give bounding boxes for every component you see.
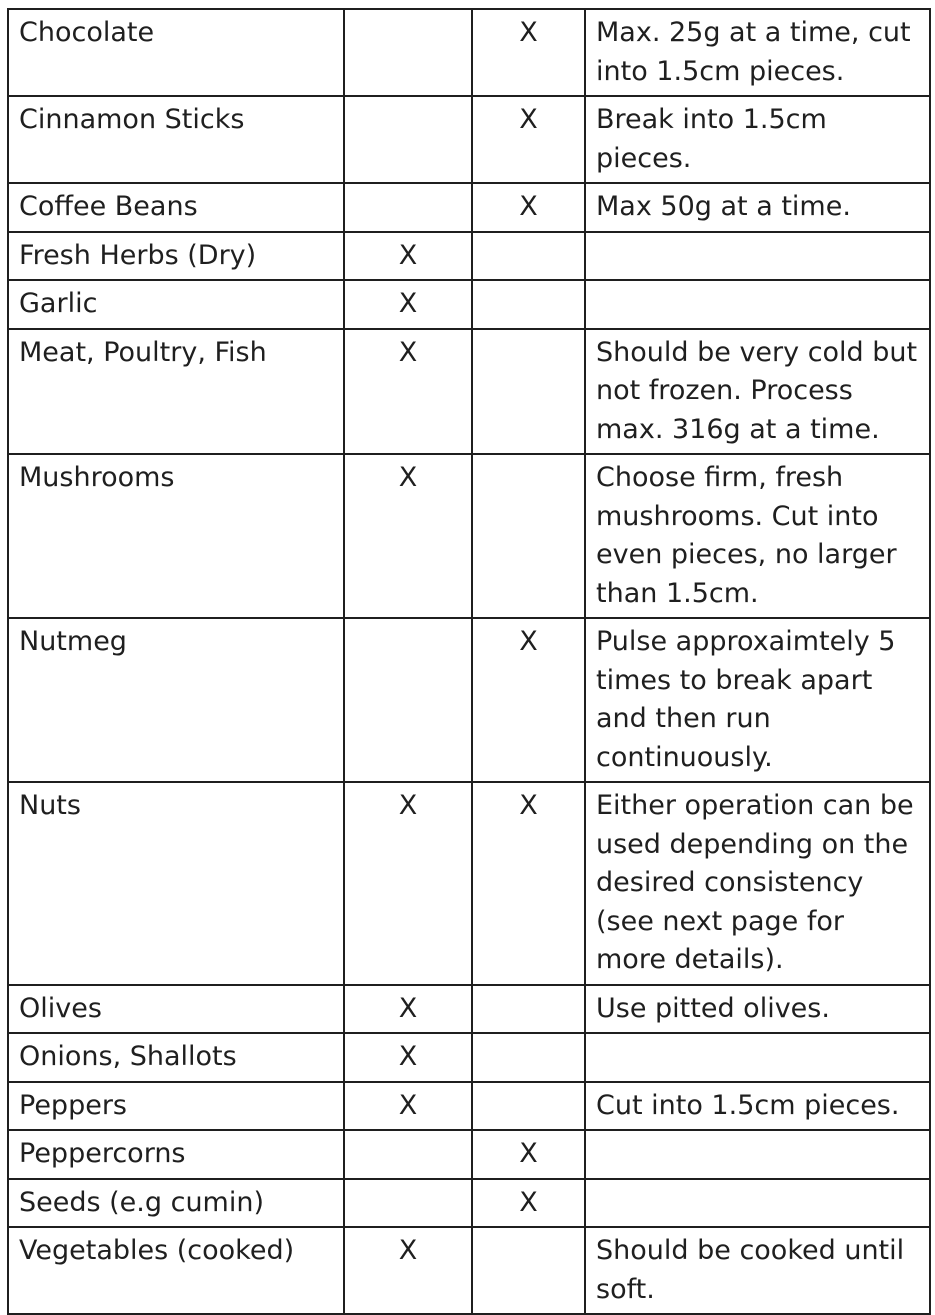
operation-2-mark-cell	[472, 985, 585, 1034]
operation-1-mark-cell: X	[344, 985, 472, 1034]
ingredient-name-cell: Peppercorns	[8, 1130, 344, 1179]
operation-1-mark-cell	[344, 1130, 472, 1179]
ingredient-name-cell: Olives	[8, 985, 344, 1034]
operation-2-mark-cell	[472, 280, 585, 329]
ingredient-name-cell: Mushrooms	[8, 454, 344, 618]
operation-1-mark-cell: X	[344, 232, 472, 281]
note-cell	[585, 1179, 930, 1228]
table-row	[8, 329, 930, 455]
table-row	[8, 280, 930, 329]
operation-2-mark-cell	[472, 232, 585, 281]
operation-1-mark-cell: X	[344, 1082, 472, 1131]
table-row	[8, 183, 930, 232]
table-row	[8, 9, 930, 96]
note-cell: Max. 25g at a time, cut into 1.5cm pieces.	[585, 9, 930, 96]
ingredient-name-cell: Meat, Poultry, Fish	[8, 329, 344, 455]
note-cell: Should be cooked until soft.	[585, 1227, 930, 1314]
operation-2-mark-cell: X	[472, 1179, 585, 1228]
table-body	[8, 9, 930, 1314]
operation-1-mark-cell	[344, 183, 472, 232]
note-cell: Use pitted olives.	[585, 985, 930, 1034]
note-cell	[585, 280, 930, 329]
note-cell: Pulse approxaimtely 5 times to break apart and then run continuously.	[585, 618, 930, 782]
note-cell: Max 50g at a time.	[585, 183, 930, 232]
operation-2-mark-cell	[472, 1082, 585, 1131]
table-row	[8, 618, 930, 782]
operation-2-mark-cell	[472, 1227, 585, 1314]
ingredient-name-cell: Cinnamon Sticks	[8, 96, 344, 183]
note-cell	[585, 232, 930, 281]
table-row	[8, 1082, 930, 1131]
note-cell: Either operation can be used depending on the desired consistency (see next page for more details).	[585, 782, 930, 985]
operation-1-mark-cell: X	[344, 329, 472, 455]
ingredient-name-cell: Nuts	[8, 782, 344, 985]
operation-1-mark-cell: X	[344, 454, 472, 618]
operation-2-mark-cell: X	[472, 1130, 585, 1179]
table-row	[8, 1179, 930, 1228]
ingredient-name-cell: Nutmeg	[8, 618, 344, 782]
ingredient-name-cell: Coffee Beans	[8, 183, 344, 232]
note-cell	[585, 1033, 930, 1082]
operation-1-mark-cell: X	[344, 782, 472, 985]
operation-1-mark-cell	[344, 96, 472, 183]
table-row	[8, 232, 930, 281]
operation-1-mark-cell	[344, 1179, 472, 1228]
operation-2-mark-cell	[472, 454, 585, 618]
operation-2-mark-cell: X	[472, 96, 585, 183]
ingredient-name-cell: Chocolate	[8, 9, 344, 96]
operation-1-mark-cell: X	[344, 1227, 472, 1314]
table-row	[8, 96, 930, 183]
note-cell: Break into 1.5cm pieces.	[585, 96, 930, 183]
table-row	[8, 1130, 930, 1179]
table-row	[8, 454, 930, 618]
ingredient-name-cell: Onions, Shallots	[8, 1033, 344, 1082]
operation-2-mark-cell: X	[472, 618, 585, 782]
operation-1-mark-cell: X	[344, 280, 472, 329]
table-row	[8, 1033, 930, 1082]
operation-2-mark-cell: X	[472, 9, 585, 96]
operation-2-mark-cell: X	[472, 782, 585, 985]
ingredient-name-cell: Seeds (e.g cumin)	[8, 1179, 344, 1228]
note-cell	[585, 1130, 930, 1179]
operation-1-mark-cell	[344, 9, 472, 96]
ingredient-name-cell: Peppers	[8, 1082, 344, 1131]
ingredient-name-cell: Fresh Herbs (Dry)	[8, 232, 344, 281]
operation-2-mark-cell	[472, 329, 585, 455]
operation-2-mark-cell	[472, 1033, 585, 1082]
ingredient-name-cell: Garlic	[8, 280, 344, 329]
table-row	[8, 985, 930, 1034]
operation-1-mark-cell	[344, 618, 472, 782]
note-cell: Should be very cold but not frozen. Process max. 316g at a time.	[585, 329, 930, 455]
table-row	[8, 782, 930, 985]
note-cell: Cut into 1.5cm pieces.	[585, 1082, 930, 1131]
ingredients-table	[7, 8, 931, 1315]
note-cell: Choose firm, fresh mushrooms. Cut into even pieces, no larger than 1.5cm.	[585, 454, 930, 618]
operation-1-mark-cell: X	[344, 1033, 472, 1082]
operation-2-mark-cell: X	[472, 183, 585, 232]
ingredient-name-cell: Vegetables (cooked)	[8, 1227, 344, 1314]
table-row	[8, 1227, 930, 1314]
